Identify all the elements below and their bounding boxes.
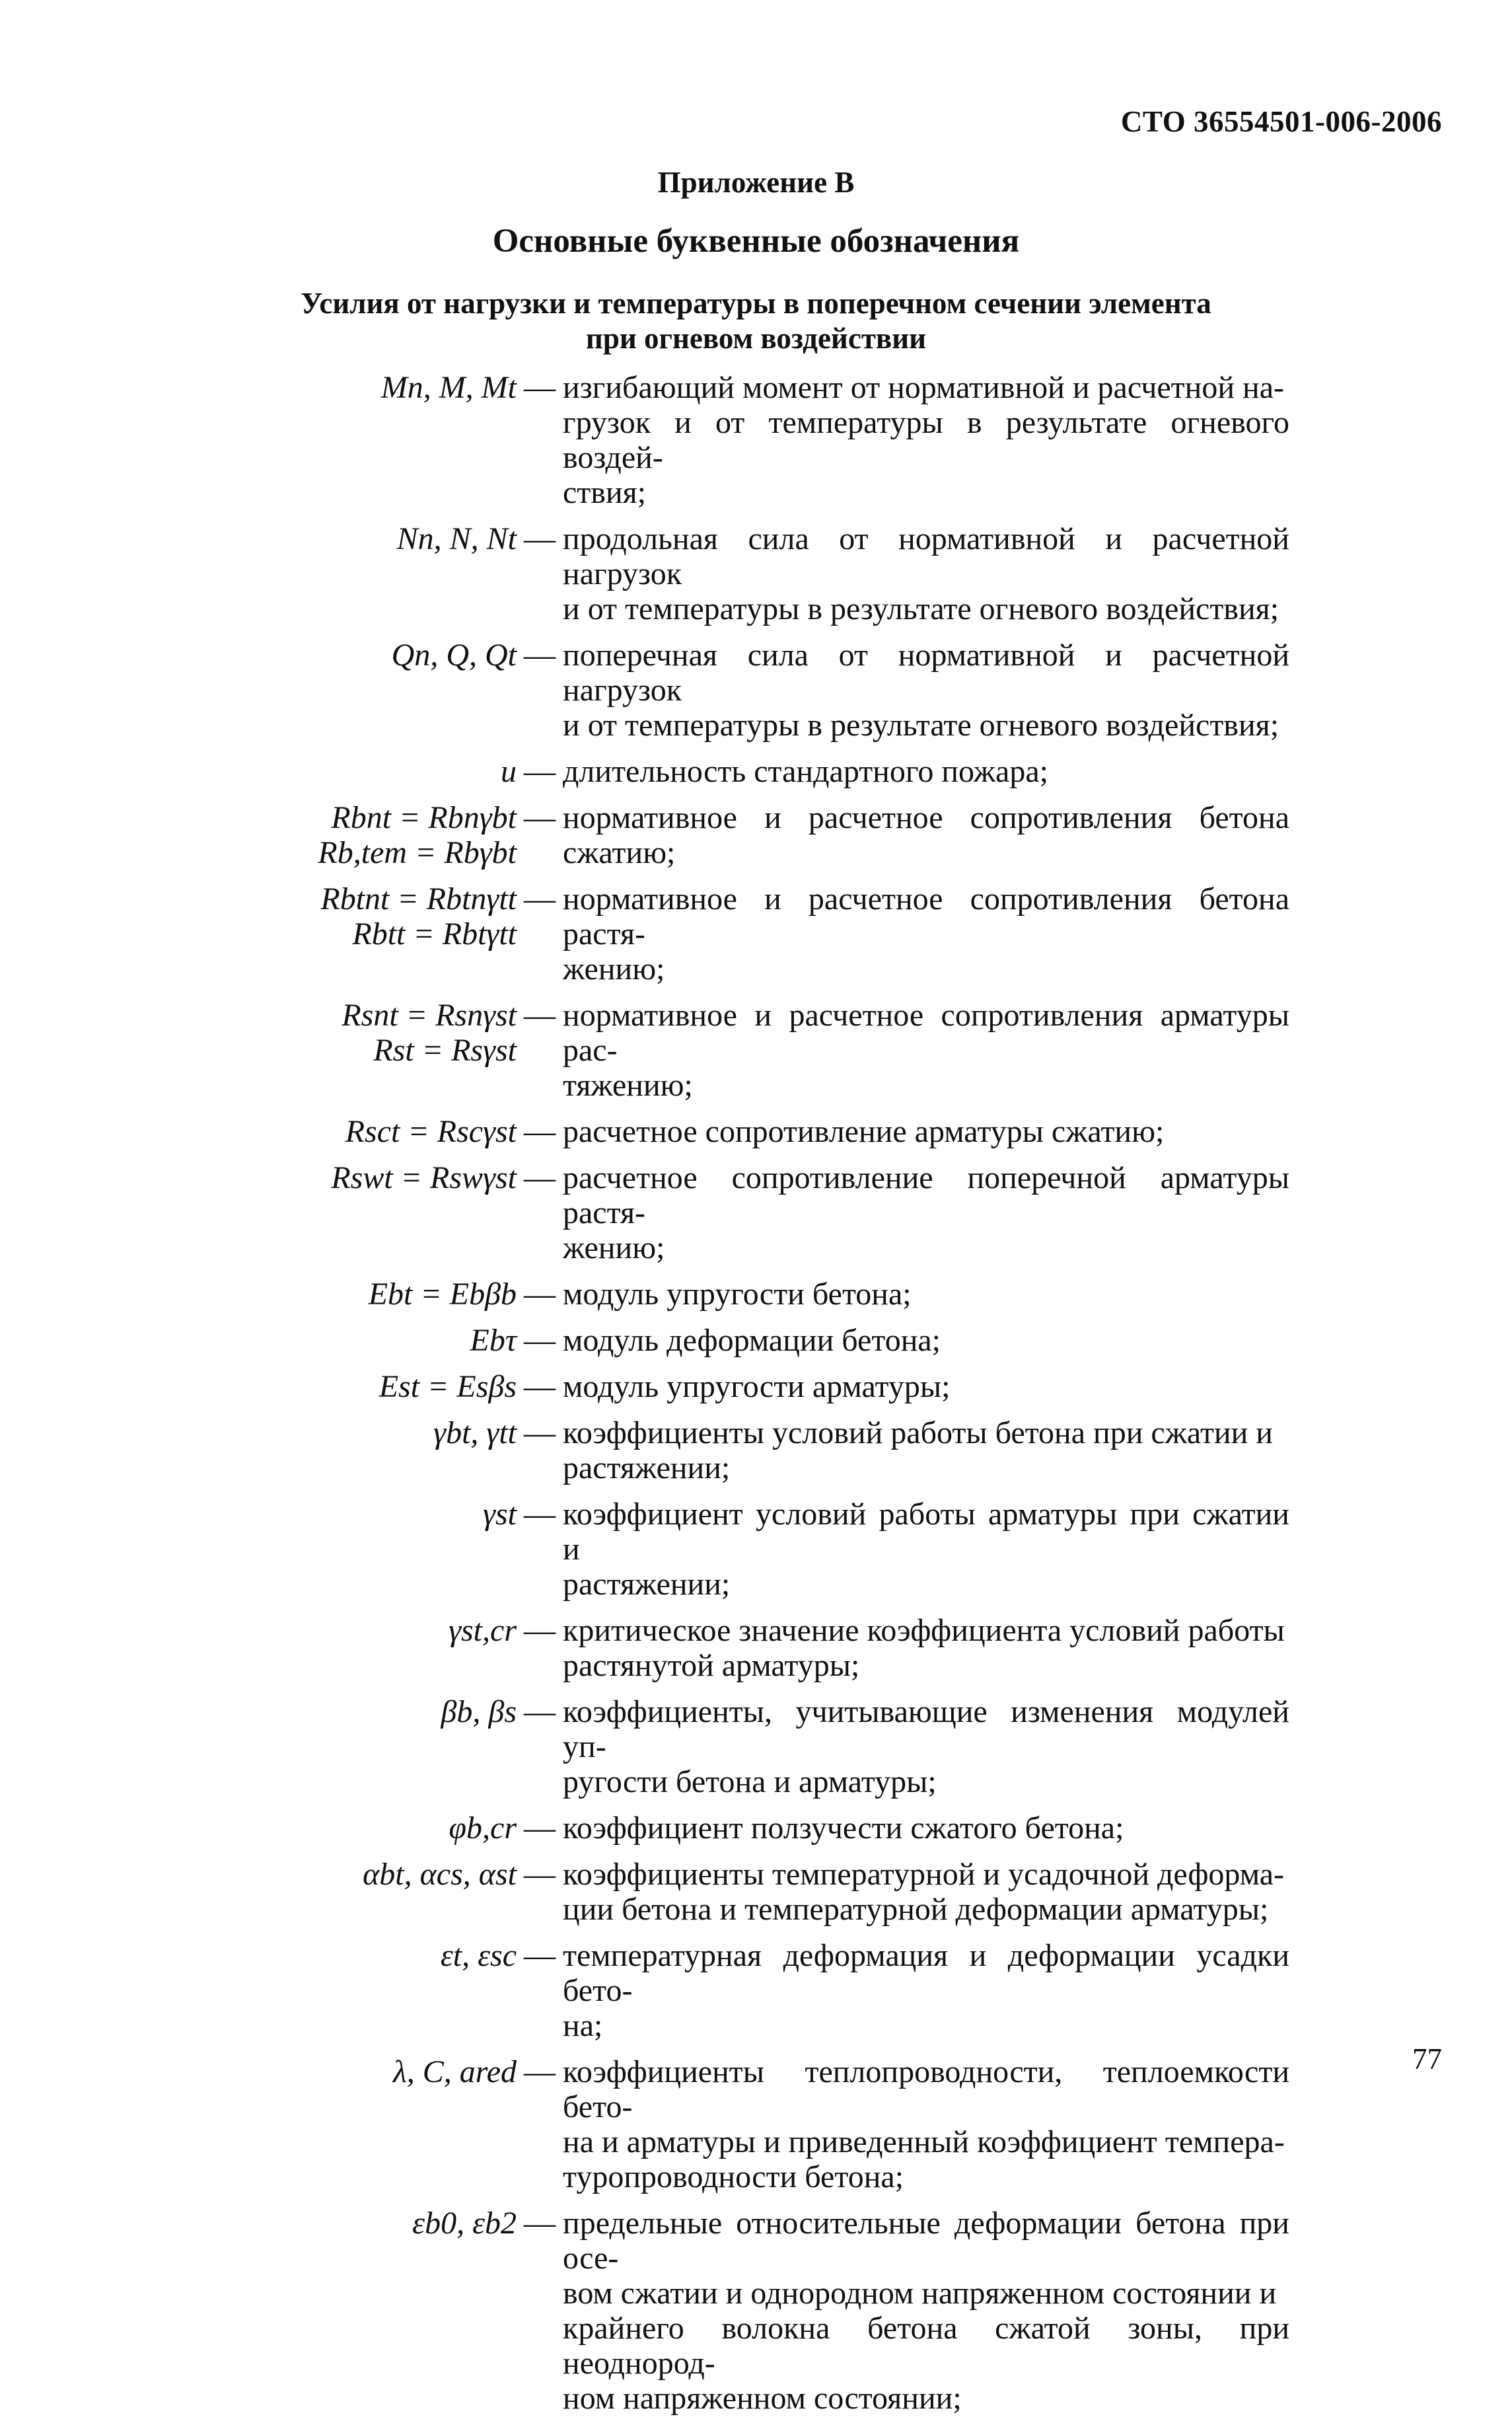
notation-symbol	[0, 881, 517, 952]
notation-entry	[0, 638, 1512, 743]
symbol-line: λ, C, ared	[392, 2054, 517, 2089]
notation-dash: —	[524, 638, 556, 673]
description-line: ругости бетона и арматуры;	[563, 1764, 937, 1799]
subtitle-line: Усилия от нагрузки и температуры в поперечном сечении элемента	[301, 287, 1211, 320]
notation-entry	[0, 1369, 1512, 1404]
notation-description	[563, 1277, 1289, 1312]
description-line: нормативное и расчетное сопротивления арматуры рас-	[563, 998, 1289, 1068]
notation-list	[0, 370, 1512, 2427]
notation-symbol	[0, 1694, 517, 1729]
notation-symbol	[0, 1613, 517, 1648]
description-line: ном напряженном состоянии;	[563, 2381, 962, 2416]
notation-symbol	[0, 370, 517, 405]
notation-symbol	[0, 800, 517, 870]
description-line: коэффициент условий работы арматуры при сжатии и	[563, 1497, 1289, 1567]
symbol-line: εb0, εb2	[412, 2206, 517, 2241]
notation-symbol	[0, 1323, 517, 1358]
symbol-line: Ebτ	[470, 1323, 517, 1358]
description-line: на;	[563, 2008, 603, 2043]
notation-description	[563, 1938, 1289, 2043]
subtitle-line: при огневом воздействии	[585, 322, 927, 355]
notation-dash: —	[524, 1323, 556, 1358]
notation-dash: —	[524, 1277, 556, 1312]
notation-entry	[0, 998, 1512, 1103]
notation-dash: —	[524, 370, 556, 405]
symbol-line: Rb,tem = Rbγbt	[318, 835, 517, 870]
description-line: растяжении;	[563, 1450, 731, 1485]
symbol-line: εt, εsc	[440, 1938, 517, 1973]
notation-description	[563, 1415, 1289, 1485]
description-line: жению;	[563, 1230, 665, 1265]
description-line: модуль упругости арматуры;	[563, 1369, 951, 1404]
symbol-line: Rbtt = Rbtγtt	[352, 916, 517, 952]
description-line: коэффициенты условий работы бетона при сжатии и	[563, 1415, 1273, 1450]
notation-entry	[0, 370, 1512, 510]
notation-entry	[0, 1160, 1512, 1265]
notation-entry	[0, 800, 1512, 870]
notation-description	[563, 1613, 1289, 1683]
notation-entry	[0, 1277, 1512, 1312]
symbol-line: Rbtnt = Rbtnγtt	[320, 881, 517, 916]
description-line: предельные относительные деформации бетона при осе-	[563, 2206, 1289, 2276]
notation-symbol	[0, 1497, 517, 1532]
notation-entry	[0, 2206, 1512, 2416]
description-line: ствия;	[563, 475, 647, 510]
description-line: модуль деформации бетона;	[563, 1323, 941, 1358]
description-line: нормативное и расчетное сопротивления бетона растя-	[563, 881, 1289, 952]
description-line: крайнего волокна бетона сжатой зоны, при неоднород-	[563, 2311, 1289, 2381]
notation-description	[563, 2206, 1289, 2416]
notation-dash: —	[524, 2054, 556, 2089]
notation-symbol	[0, 1160, 517, 1195]
notation-entry	[0, 2054, 1512, 2194]
notation-symbol	[0, 1415, 517, 1450]
notation-symbol	[0, 2206, 517, 2241]
notation-description	[563, 881, 1289, 987]
symbol-line: Ebt = Ebβb	[368, 1277, 517, 1312]
notation-entry	[0, 1497, 1512, 1602]
notation-symbol	[0, 998, 517, 1068]
document-code: СТО 36554501-006-2006	[1120, 105, 1442, 138]
symbol-line: Rst = Rsγst	[373, 1033, 517, 1068]
notation-entry	[0, 754, 1512, 789]
notation-entry	[0, 881, 1512, 987]
description-line: коэффициент ползучести сжатого бетона;	[563, 1811, 1124, 1846]
notation-dash: —	[524, 521, 556, 556]
description-line: вом сжатии и однородном напряженном состоянии и	[563, 2276, 1277, 2311]
section-subtitle	[0, 286, 1512, 356]
symbol-line: αbt, αcs, αst	[363, 1857, 517, 1892]
description-line: грузок и от температуры в результате огневого воздей-	[563, 405, 1289, 475]
notation-entry	[0, 1938, 1512, 2043]
notation-symbol	[0, 521, 517, 556]
symbol-line: Rsnt = Rsnγst	[342, 998, 517, 1033]
description-line: расчетное сопротивление арматуры сжатию;	[563, 1114, 1165, 1149]
notation-description	[563, 370, 1289, 510]
description-line: температурная деформация и деформации усадки бето-	[563, 1938, 1289, 2008]
description-line: растяжении;	[563, 1567, 731, 1602]
description-line: растянутой арматуры;	[563, 1648, 860, 1683]
description-line: критическое значение коэффициента условий работы	[563, 1613, 1285, 1648]
notation-description	[563, 2054, 1289, 2194]
symbol-line: Est = Esβs	[378, 1369, 517, 1404]
description-line: ции бетона и температурной деформации арматуры;	[563, 1892, 1269, 1927]
description-line: нормативное и расчетное сопротивления бетона сжатию;	[563, 800, 1289, 870]
notation-symbol	[0, 1277, 517, 1312]
notation-symbol	[0, 1369, 517, 1404]
description-line: поперечная сила от нормативной и расчетной нагрузок	[563, 638, 1289, 708]
symbol-line: βb, βs	[441, 1694, 517, 1729]
notation-description	[563, 1323, 1289, 1358]
notation-dash: —	[524, 1497, 556, 1532]
symbol-line: γst,cr	[449, 1613, 517, 1648]
notation-description	[563, 998, 1289, 1103]
notation-dash: —	[524, 1938, 556, 1973]
description-line: тяжению;	[563, 1068, 693, 1103]
symbol-line: γbt, γtt	[433, 1415, 517, 1450]
symbol-line: Rbnt = Rbnγbt	[331, 800, 517, 835]
description-line: коэффициенты теплопроводности, теплоемкости бето-	[563, 2054, 1289, 2124]
description-line: туропроводности бетона;	[563, 2159, 904, 2194]
notation-dash: —	[524, 1811, 556, 1846]
symbol-line: Rswt = Rswγst	[331, 1160, 517, 1195]
description-line: расчетное сопротивление поперечной арматуры растя-	[563, 1160, 1289, 1230]
symbol-line: Mn, M, Mt	[380, 370, 517, 405]
symbol-line: u	[501, 754, 517, 789]
description-line: на и арматуры и приведенный коэффициент темпера-	[563, 2124, 1285, 2159]
notation-entry	[0, 1323, 1512, 1358]
notation-dash: —	[524, 1415, 556, 1450]
notation-dash: —	[524, 1694, 556, 1729]
notation-description	[563, 1694, 1289, 1799]
description-line: и от температуры в результате огневого воздействия;	[563, 708, 1279, 743]
notation-dash: —	[524, 1160, 556, 1195]
notation-description	[563, 1160, 1289, 1265]
notation-symbol	[0, 2054, 517, 2089]
notation-entry	[0, 521, 1512, 626]
notation-description	[563, 754, 1289, 789]
notation-symbol	[0, 1857, 517, 1892]
notation-description	[563, 1369, 1289, 1404]
page-number: 77	[1412, 2042, 1442, 2075]
appendix-heading: Приложение В	[657, 166, 855, 199]
symbol-line: Rsct = Rscγst	[345, 1114, 517, 1149]
notation-description	[563, 638, 1289, 743]
notation-dash: —	[524, 800, 556, 835]
notation-description	[563, 1114, 1289, 1149]
notation-dash: —	[524, 1114, 556, 1149]
notation-entry	[0, 1857, 1512, 1927]
symbol-line: Qn, Q, Qt	[391, 638, 517, 673]
notation-dash: —	[524, 1857, 556, 1892]
notation-entry	[0, 1114, 1512, 1149]
description-line: длительность стандартного пожара;	[563, 754, 1048, 789]
page-title: Основные буквенные обозначения	[492, 223, 1020, 260]
notation-entry	[0, 1694, 1512, 1799]
notation-description	[563, 521, 1289, 626]
notation-description	[563, 1497, 1289, 1602]
notation-dash: —	[524, 998, 556, 1033]
symbol-line: γst	[483, 1497, 517, 1532]
notation-symbol	[0, 1114, 517, 1149]
symbol-line: Nn, N, Nt	[396, 521, 517, 556]
notation-dash: —	[524, 754, 556, 789]
description-line: коэффициенты температурной и усадочной деформа-	[563, 1857, 1285, 1892]
notation-entry	[0, 1415, 1512, 1485]
description-line: жению;	[563, 952, 665, 987]
description-line: модуль упругости бетона;	[563, 1277, 912, 1312]
notation-entry	[0, 1613, 1512, 1683]
symbol-line: φb,cr	[449, 1811, 517, 1846]
description-line: изгибающий момент от нормативной и расчетной на-	[563, 370, 1284, 405]
description-line: продольная сила от нормативной и расчетной нагрузок	[563, 521, 1289, 591]
notation-dash: —	[524, 2206, 556, 2241]
notation-entry	[0, 1811, 1512, 1846]
notation-description	[563, 1857, 1289, 1927]
notation-symbol	[0, 1938, 517, 1973]
notation-dash: —	[524, 1369, 556, 1404]
description-line: и от температуры в результате огневого воздействия;	[563, 591, 1279, 626]
notation-symbol	[0, 1811, 517, 1846]
notation-symbol	[0, 754, 517, 789]
notation-dash: —	[524, 1613, 556, 1648]
notation-symbol	[0, 638, 517, 673]
notation-description	[563, 800, 1289, 870]
notation-dash: —	[524, 881, 556, 916]
notation-description	[563, 1811, 1289, 1846]
description-line: коэффициенты, учитывающие изменения модулей уп-	[563, 1694, 1289, 1764]
